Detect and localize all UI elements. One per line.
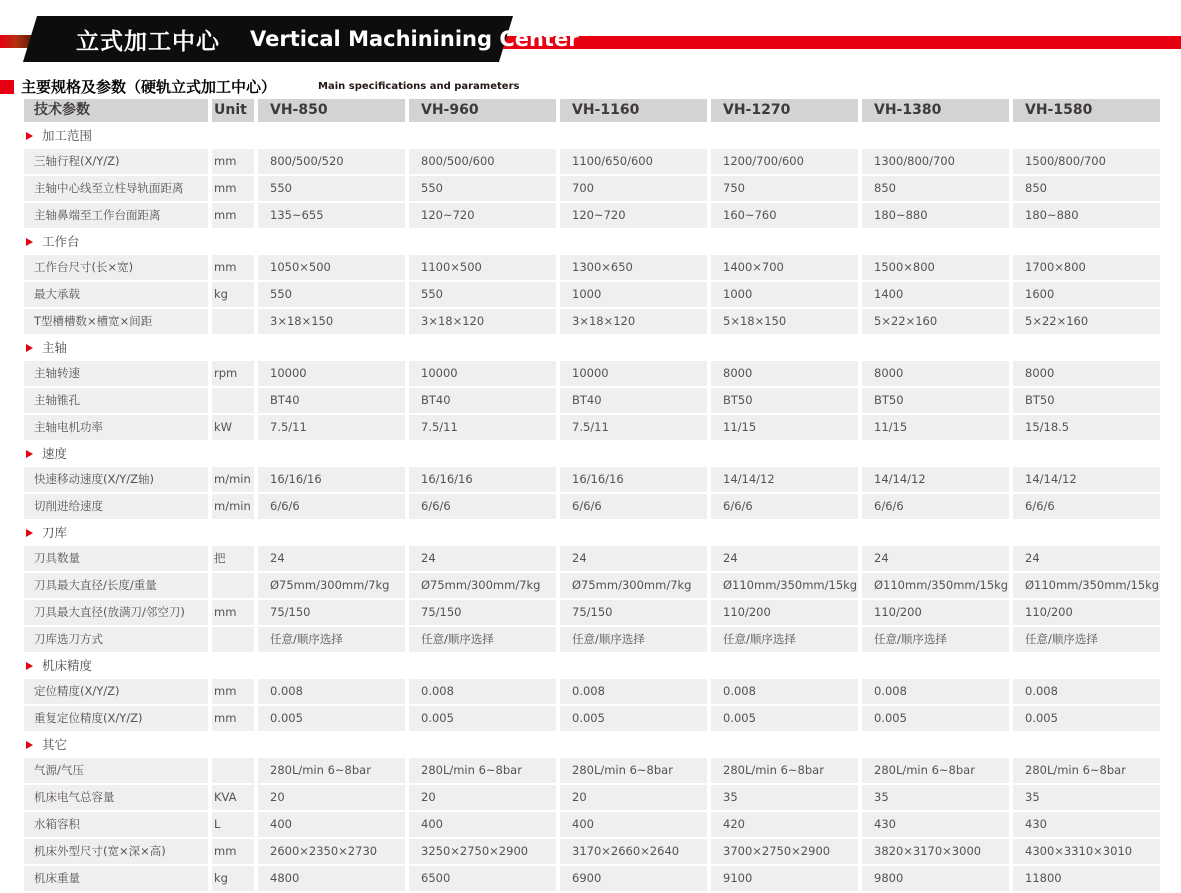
row-label: 主轴中心线至立柱导轨面距离 [24,176,208,201]
section-marker-icon [26,238,33,246]
row-value: 6/6/6 [1013,494,1160,519]
row-value: 3×18×150 [258,309,405,334]
row-value: 20 [258,785,405,810]
row-value: 0.005 [258,706,405,731]
row-value: 24 [560,546,707,571]
row-value: 8000 [1013,361,1160,386]
row-value: 3820×3170×3000 [862,839,1009,864]
section-row [24,230,1160,253]
row-label: 气源/气压 [24,758,208,783]
row-value: 0.008 [258,679,405,704]
row-value: 120~720 [409,203,556,228]
row-value: 24 [258,546,405,571]
col-header-vh850: VH-850 [258,99,405,122]
row-value: 1400×700 [711,255,858,280]
table-row [24,785,1160,810]
table-row [24,361,1160,386]
section-marker-icon [26,344,33,352]
row-unit: mm [212,839,254,864]
section-marker-icon [26,741,33,749]
row-value: 0.008 [409,679,556,704]
section-row [24,733,1160,756]
row-label: 主轴锥孔 [24,388,208,413]
table-row [24,706,1160,731]
row-label: 机床外型尺寸(宽×深×高) [24,839,208,864]
col-header-vh1270: VH-1270 [711,99,858,122]
row-value: 430 [862,812,1009,837]
row-value: 24 [1013,546,1160,571]
row-label: 定位精度(X/Y/Z) [24,679,208,704]
row-label: 主轴鼻端至工作台面距离 [24,203,208,228]
row-value: 11/15 [711,415,858,440]
row-value: 6/6/6 [862,494,1009,519]
row-unit [212,388,254,413]
row-value: 9100 [711,866,858,891]
row-unit: rpm [212,361,254,386]
row-unit: mm [212,706,254,731]
table-row [24,758,1160,783]
row-value: 110/200 [1013,600,1160,625]
row-value: 5×18×150 [711,309,858,334]
row-value: 6/6/6 [258,494,405,519]
row-value: 160~760 [711,203,858,228]
row-value: 280L/min 6~8bar [258,758,405,783]
row-value: 400 [560,812,707,837]
row-value: 3170×2660×2640 [560,839,707,864]
row-value: BT40 [409,388,556,413]
row-value: 400 [258,812,405,837]
row-value: 850 [1013,176,1160,201]
row-value: 180~880 [862,203,1009,228]
row-unit: m/min [212,494,254,519]
row-unit: kg [212,866,254,891]
col-header-unit: Unit [212,99,254,122]
table-row [24,866,1160,891]
section-marker-icon [26,529,33,537]
row-label: 主轴电机功率 [24,415,208,440]
row-value: 8000 [711,361,858,386]
col-header-vh1160: VH-1160 [560,99,707,122]
row-value: 1400 [862,282,1009,307]
row-value: 3×18×120 [560,309,707,334]
row-value: 800/500/520 [258,149,405,174]
section-row [24,124,1160,147]
row-value: 1700×800 [1013,255,1160,280]
section-title: 其它 [42,737,68,752]
row-value: 1000 [560,282,707,307]
col-header-vh1580: VH-1580 [1013,99,1160,122]
row-value: 任意/顺序选择 [711,627,858,652]
row-value: 800/500/600 [409,149,556,174]
row-unit: mm [212,176,254,201]
row-value: BT50 [862,388,1009,413]
row-unit [212,573,254,598]
table-row [24,627,1160,652]
row-value: 24 [409,546,556,571]
row-value: 16/16/16 [409,467,556,492]
row-value: 14/14/12 [862,467,1009,492]
row-unit: mm [212,149,254,174]
col-header-parameter: 技术参数 [24,99,208,122]
section-row [24,654,1160,677]
row-value: 11/15 [862,415,1009,440]
table-row [24,176,1160,201]
row-value: 任意/顺序选择 [560,627,707,652]
row-value: 550 [409,282,556,307]
row-value: 10000 [560,361,707,386]
row-value: 4800 [258,866,405,891]
row-value: 20 [409,785,556,810]
table-row [24,573,1160,598]
row-value: 0.005 [560,706,707,731]
section-title-cell [24,442,1160,465]
banner-title-zh: 立式加工中心 [76,28,220,55]
row-label: 刀具最大直径/长度/重量 [24,573,208,598]
row-value: 1500×800 [862,255,1009,280]
section-title: 速度 [42,446,68,461]
row-value: 0.005 [711,706,858,731]
red-square-icon [0,80,14,94]
row-value: 280L/min 6~8bar [711,758,858,783]
table-row [24,600,1160,625]
row-value: Ø110mm/350mm/15kg [711,573,858,598]
row-value: 14/14/12 [1013,467,1160,492]
row-value: 24 [711,546,858,571]
row-label: 刀具最大直径(放满刀/邻空刀) [24,600,208,625]
row-value: Ø110mm/350mm/15kg [862,573,1009,598]
row-value: 1200/700/600 [711,149,858,174]
row-value: 420 [711,812,858,837]
row-value: 9800 [862,866,1009,891]
section-heading [0,76,519,97]
table-row [24,149,1160,174]
row-value: 120~720 [560,203,707,228]
row-unit: mm [212,255,254,280]
row-value: 1300/800/700 [862,149,1009,174]
row-unit: kg [212,282,254,307]
spec-table [20,97,1164,893]
row-value: 550 [409,176,556,201]
row-value: BT50 [1013,388,1160,413]
row-value: 24 [862,546,1009,571]
section-title: 刀库 [42,525,68,540]
table-row [24,839,1160,864]
section-title: 工作台 [42,234,80,249]
table-row [24,388,1160,413]
row-value: 1000 [711,282,858,307]
section-marker-icon [26,662,33,670]
section-title: 机床精度 [42,658,93,673]
banner-title-en: Vertical Machinining Center [250,27,579,51]
row-value: 0.005 [862,706,1009,731]
row-label: T型槽槽数×槽宽×间距 [24,309,208,334]
row-label: 水箱容积 [24,812,208,837]
row-value: 0.005 [409,706,556,731]
row-value: 任意/顺序选择 [258,627,405,652]
heading-title-zh: 主要规格及参数（硬轨立式加工中心） [21,78,277,96]
section-marker-icon [26,132,33,140]
row-value: 5×22×160 [862,309,1009,334]
row-unit: L [212,812,254,837]
row-label: 快速移动速度(X/Y/Z轴) [24,467,208,492]
row-label: 刀库选刀方式 [24,627,208,652]
row-value: 75/150 [560,600,707,625]
row-unit: m/min [212,467,254,492]
row-value: 5×22×160 [1013,309,1160,334]
row-value: 3700×2750×2900 [711,839,858,864]
row-value: 10000 [409,361,556,386]
table-row [24,255,1160,280]
section-row [24,442,1160,465]
row-label: 机床电气总容量 [24,785,208,810]
row-value: 6/6/6 [560,494,707,519]
row-label: 刀具数量 [24,546,208,571]
row-value: 6/6/6 [409,494,556,519]
row-value: 任意/顺序选择 [1013,627,1160,652]
col-header-vh960: VH-960 [409,99,556,122]
row-value: 14/14/12 [711,467,858,492]
row-value: 4300×3310×3010 [1013,839,1160,864]
row-unit: mm [212,679,254,704]
row-value: 6900 [560,866,707,891]
row-value: 15/18.5 [1013,415,1160,440]
row-value: BT50 [711,388,858,413]
row-value: 11800 [1013,866,1160,891]
col-header-vh1380: VH-1380 [862,99,1009,122]
row-label: 切削进给速度 [24,494,208,519]
banner [76,16,579,62]
row-value: 750 [711,176,858,201]
row-value: 1100×500 [409,255,556,280]
section-title-cell [24,124,1160,147]
row-label: 工作台尺寸(长×宽) [24,255,208,280]
row-value: 6500 [409,866,556,891]
table-row [24,679,1160,704]
row-value: 550 [258,282,405,307]
row-value: 任意/顺序选择 [409,627,556,652]
row-value: 7.5/11 [409,415,556,440]
row-value: 75/150 [258,600,405,625]
row-value: 6/6/6 [711,494,858,519]
section-row [24,336,1160,359]
row-label: 机床重量 [24,866,208,891]
section-title-cell [24,654,1160,677]
row-unit [212,309,254,334]
row-value: 0.008 [1013,679,1160,704]
row-label: 主轴转速 [24,361,208,386]
row-value: Ø75mm/300mm/7kg [258,573,405,598]
row-value: 7.5/11 [258,415,405,440]
row-value: 110/200 [711,600,858,625]
row-label: 最大承载 [24,282,208,307]
row-value: Ø110mm/350mm/15kg [1013,573,1160,598]
row-unit: KVA [212,785,254,810]
row-unit: mm [212,203,254,228]
row-value: 430 [1013,812,1160,837]
row-value: 180~880 [1013,203,1160,228]
row-value: 135~655 [258,203,405,228]
table-header-row [24,99,1160,122]
table-row [24,309,1160,334]
row-value: 75/150 [409,600,556,625]
table-row [24,546,1160,571]
row-value: 700 [560,176,707,201]
banner-right-stripe [498,36,1181,49]
row-value: 0.008 [560,679,707,704]
row-value: 0.008 [711,679,858,704]
row-value: BT40 [560,388,707,413]
section-title: 主轴 [42,340,68,355]
row-value: 400 [409,812,556,837]
section-title-cell [24,230,1160,253]
section-title-cell [24,733,1160,756]
row-unit [212,758,254,783]
row-unit: kW [212,415,254,440]
row-label: 重复定位精度(X/Y/Z) [24,706,208,731]
row-value: 280L/min 6~8bar [1013,758,1160,783]
section-row [24,521,1160,544]
row-value: 110/200 [862,600,1009,625]
row-value: Ø75mm/300mm/7kg [409,573,556,598]
row-value: 7.5/11 [560,415,707,440]
section-title-cell [24,521,1160,544]
row-value: 850 [862,176,1009,201]
section-marker-icon [26,450,33,458]
row-value: 10000 [258,361,405,386]
row-value: 8000 [862,361,1009,386]
heading-title-en: Main specifications and parameters [318,81,520,92]
section-title-cell [24,336,1160,359]
row-value: 任意/顺序选择 [862,627,1009,652]
row-value: 280L/min 6~8bar [862,758,1009,783]
row-unit: 把 [212,546,254,571]
row-value: BT40 [258,388,405,413]
row-value: 2600×2350×2730 [258,839,405,864]
row-value: 3×18×120 [409,309,556,334]
row-value: 3250×2750×2900 [409,839,556,864]
row-value: 280L/min 6~8bar [409,758,556,783]
row-value: 1100/650/600 [560,149,707,174]
row-unit [212,627,254,652]
row-value: 550 [258,176,405,201]
row-value: 1050×500 [258,255,405,280]
row-value: Ø75mm/300mm/7kg [560,573,707,598]
row-value: 1300×650 [560,255,707,280]
row-value: 35 [862,785,1009,810]
row-value: 16/16/16 [560,467,707,492]
row-value: 35 [711,785,858,810]
table-row [24,415,1160,440]
table-row [24,467,1160,492]
table-row [24,494,1160,519]
row-value: 35 [1013,785,1160,810]
row-label: 三轴行程(X/Y/Z) [24,149,208,174]
table-row [24,812,1160,837]
row-value: 280L/min 6~8bar [560,758,707,783]
row-value: 0.008 [862,679,1009,704]
row-value: 1600 [1013,282,1160,307]
section-title: 加工范围 [42,128,93,143]
row-value: 16/16/16 [258,467,405,492]
row-value: 0.005 [1013,706,1160,731]
row-value: 20 [560,785,707,810]
table-row [24,203,1160,228]
row-value: 1500/800/700 [1013,149,1160,174]
table-row [24,282,1160,307]
row-unit: mm [212,600,254,625]
